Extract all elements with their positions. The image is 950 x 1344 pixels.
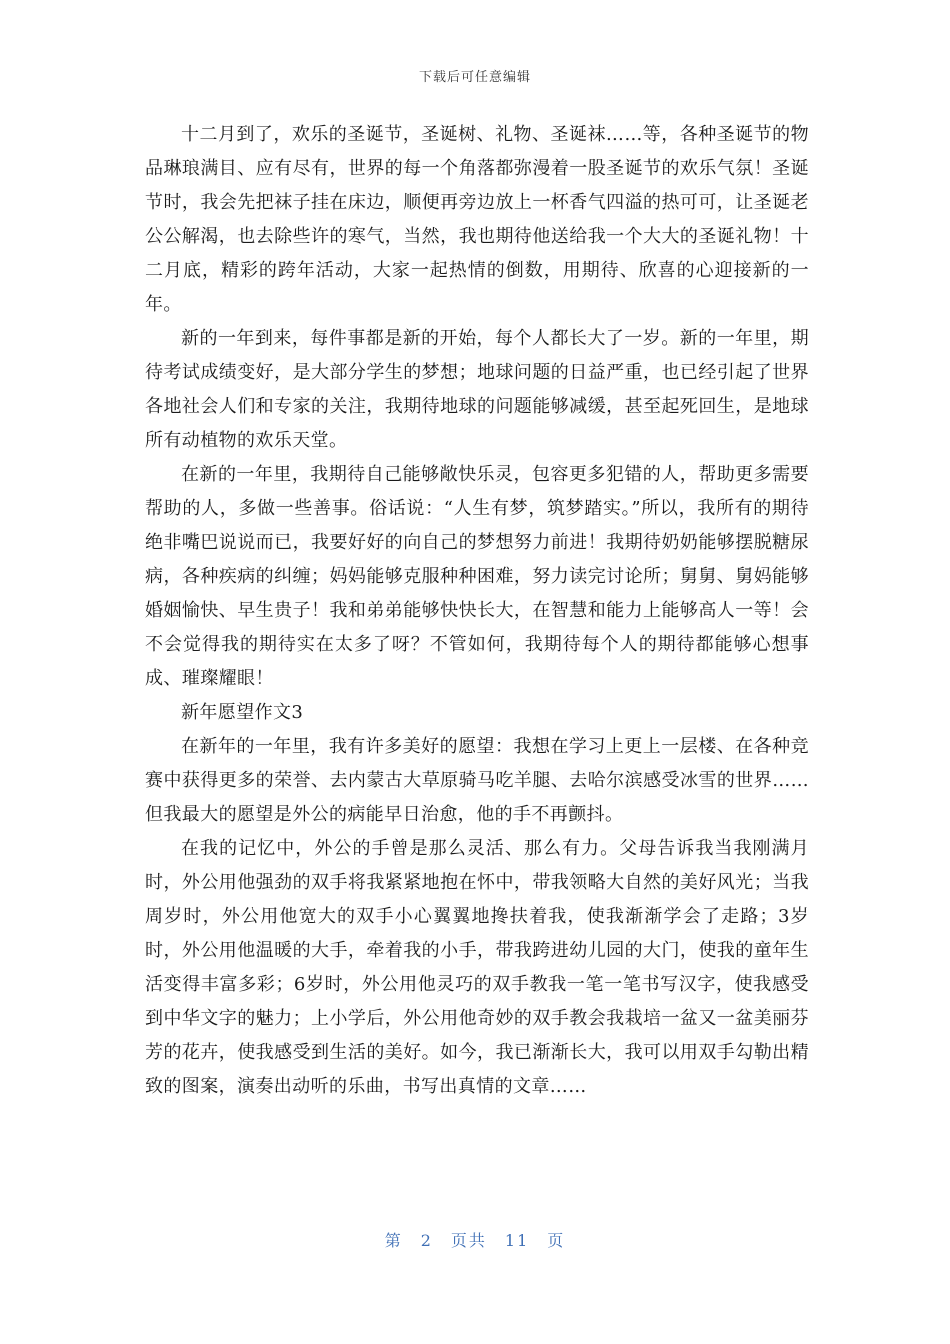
footer-suffix: 页 [547, 1231, 566, 1250]
paragraph: 在新的一年里，我期待自己能够敞快乐灵，包容更多犯错的人，帮助更多需要帮助的人，多做一些善事。俗话说：“人生有梦，筑梦踏实。”所以，我所有的期待绝非嘴巴说说而已，我要好好的向自己的梦想努力前进！我期待奶奶能够摆脱糖尿病，各种疾病的纠缠；妈妈能够克服种种困难，努力读完讨论所；舅舅、舅妈能够婚姻愉快、早生贵子！我和弟弟能够快快长大，在智慧和能力上能够高人一等！会不会觉得我的期待实在太多了呀？不管如何，我期待每个人的期待都能够心想事成、璀璨耀眼！ [145, 464, 809, 689]
page-header: 下载后可任意编辑 [418, 70, 531, 85]
footer-prefix: 第 [384, 1231, 403, 1250]
document-body [145, 118, 809, 1104]
paragraph: 在我的记忆中，外公的手曾是那么灵活、那么有力。父母告诉我当我刚满月时，外公用他强劲的双手将我紧紧地抱在怀中，带我领略大自然的美好风光；当我周岁时，外公用他宽大的双手小心翼翼地搀扶着我，使我渐渐学会了走路；3岁时，外公用他温暖的大手，牵着我的小手，带我跨进幼儿园的大门，使我的童年生活变得丰富多彩；6岁时，外公用他灵巧的双手教我一笔一笔书写汉字，使我感受到中华文字的魅力；上小学后，外公用他奇妙的双手教会我栽培一盆又一盆美丽芬芳的花卉，使我感受到生活的美好。如今，我已渐渐长大，我可以用双手勾勒出精致的图案，演奏出动听的乐曲，书写出真情的文章…… [145, 838, 809, 1097]
total-pages-number: 11 [504, 1231, 530, 1250]
footer-middle: 页共 [450, 1231, 487, 1250]
paragraph: 新的一年到来，每件事都是新的开始，每个人都长大了一岁。新的一年里，期待考试成绩变好，是大部分学生的梦想；地球问题的日益严重，也已经引起了世界各地社会人们和专家的关注，我期待地球的问题能够减缓，甚至起死回生，是地球所有动植物的欢乐天堂。 [145, 328, 809, 451]
page-footer [0, 1228, 950, 1251]
paragraph: 十二月到了，欢乐的圣诞节，圣诞树、礼物、圣诞袜……等，各种圣诞节的物品琳琅满目、应有尽有，世界的每一个角落都弥漫着一股圣诞节的欢乐气氛！圣诞节时，我会先把袜子挂在床边，顺便再旁边放上一杯香气四溢的热可可，让圣诞老公公解渴，也去除些许的寒气，当然，我也期待他送给我一个大大的圣诞礼物！十二月底，精彩的跨年活动，大家一起热情的倒数，用期待、欣喜的心迎接新的一年。 [145, 124, 809, 315]
section-title: 新年愿望作文3 [181, 702, 304, 723]
current-page-number: 2 [420, 1231, 433, 1250]
paragraph: 在新年的一年里，我有许多美好的愿望：我想在学习上更上一层楼、在各种竞赛中获得更多的荣誉、去内蒙古大草原骑马吃羊腿、去哈尔滨感受冰雪的世界……但我最大的愿望是外公的病能早日治愈，他的手不再颤抖。 [145, 736, 809, 825]
